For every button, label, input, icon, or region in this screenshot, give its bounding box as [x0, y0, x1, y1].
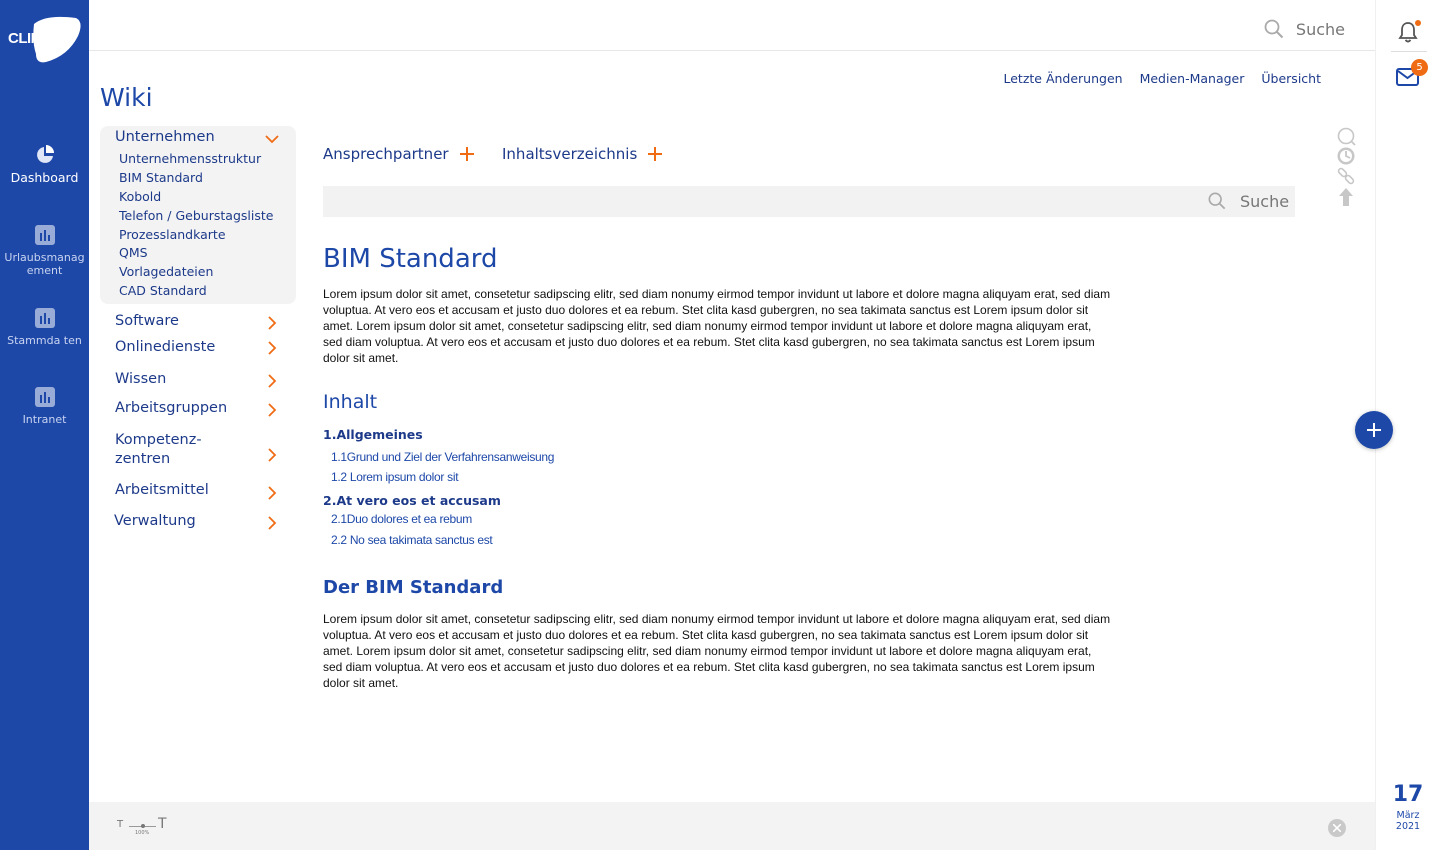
category-unternehmen[interactable]: Unternehmen: [115, 129, 215, 145]
font-zoom-value: 100%: [135, 830, 150, 836]
date-month: März: [1396, 810, 1420, 821]
wiki-search-input[interactable]: [323, 186, 1295, 217]
chevron-right-icon[interactable]: [265, 516, 279, 530]
font-size-slider[interactable]: [117, 816, 177, 840]
sub-item-telefon[interactable]: Telefon / Geburstagsliste: [119, 208, 274, 223]
search-placeholder: Suche: [1295, 19, 1345, 39]
close-button[interactable]: [1328, 819, 1346, 837]
search-icon: [1264, 19, 1284, 39]
link-medien-manager[interactable]: Medien-Manager: [1139, 71, 1245, 86]
nav-item-intranet[interactable]: [0, 387, 89, 426]
intro-paragraph: Lorem ipsum dolor sit amet, consetetur sadipscing elitr, sed diam nonumy eirmod tempor invidunt ut labore et dolore magna aliquyam erat, sed diam voluptua. At vero eos et accusam et justo duo dolores et ea rebum. Stet clita kasd gubergren, no sea takimata sanctus est Lorem ipsum dolor sit amet. Lorem ipsum dolor sit amet, consetetur sadipscing elitr, sed diam nonumy eirmod tempor invidunt ut labore et dolore magna aliquyam erat, sed diam voluptua. At vero eos et accusam et justo duo dolores et ea rebum. Stet clita kasd gubergren, no sea takimata sanctus est Lorem ipsum dolor sit amet.: [323, 287, 1111, 365]
chevron-right-icon[interactable]: [265, 403, 279, 417]
notification-dot: [1415, 20, 1421, 26]
link-letzte-aenderungen[interactable]: Letzte Änderungen: [1003, 71, 1123, 86]
date-year: 2021: [1395, 821, 1421, 832]
search-icon: [1208, 192, 1226, 210]
clinet-logo[interactable]: [6, 16, 82, 64]
category-onlinedienste[interactable]: Onlinedienste: [115, 339, 216, 355]
toc-item-at-vero[interactable]: 2.At vero eos et accusam: [323, 493, 501, 508]
category-wissen[interactable]: Wissen: [115, 371, 167, 387]
arrow-up-icon[interactable]: [1336, 186, 1356, 208]
sub-item-kobold[interactable]: Kobold: [119, 189, 162, 204]
sub-item-vorlagedateien[interactable]: Vorlagedateien: [119, 264, 214, 279]
plus-icon: [459, 146, 475, 162]
bar-chart-icon: [35, 308, 55, 328]
chevron-right-icon[interactable]: [265, 486, 279, 500]
ansprechpartner-label: Ansprechpartner: [323, 145, 449, 163]
plus-icon: [1366, 422, 1382, 438]
mail-count-badge: 5: [1411, 59, 1428, 76]
slider-handle[interactable]: [141, 824, 145, 828]
divider: [1391, 51, 1427, 52]
chevron-down-icon[interactable]: [265, 132, 279, 146]
nav-item-stammdaten[interactable]: [0, 308, 89, 347]
bar-chart-icon: [35, 225, 55, 245]
ansprechpartner-link[interactable]: [323, 145, 475, 163]
sub-item-qms[interactable]: QMS: [119, 245, 148, 260]
toc-item-allgemeines[interactable]: 1.Allgemeines: [323, 427, 423, 442]
font-size-small-label: T: [117, 819, 124, 830]
link-icon[interactable]: [1336, 166, 1356, 186]
footer-bar: [89, 802, 1375, 850]
category-verwaltung[interactable]: Verwaltung: [114, 513, 196, 529]
inhaltsverzeichnis-label: Inhaltsverzeichnis: [502, 145, 638, 163]
chevron-right-icon[interactable]: [265, 374, 279, 388]
date-widget: [1387, 780, 1429, 832]
category-kompetenzzentren[interactable]: Kompetenz- zentren: [115, 432, 202, 467]
nav-label: Dashboard: [10, 170, 79, 185]
toc-sub-item[interactable]: 1.2 Lorem ipsum dolor sit: [331, 470, 459, 484]
sub-item-bim-standard[interactable]: BIM Standard: [119, 170, 203, 185]
page-title: Wiki: [100, 83, 153, 112]
link-uebersicht[interactable]: Übersicht: [1261, 71, 1321, 86]
toc-heading: Inhalt: [323, 391, 378, 413]
toc-sub-item[interactable]: 2.1Duo dolores et ea rebum: [331, 512, 472, 526]
wiki-search-placeholder: Suche: [1240, 192, 1290, 211]
add-button[interactable]: [1355, 411, 1393, 449]
plus-icon: [647, 146, 663, 162]
toc-sub-item[interactable]: 1.1Grund und Ziel der Verfahrensanweisung: [331, 450, 555, 464]
article-title: BIM Standard: [323, 244, 498, 274]
section-heading: Der BIM Standard: [323, 577, 504, 598]
nav-item-dashboard[interactable]: [0, 145, 89, 184]
bar-chart-icon: [35, 387, 55, 407]
nav-label: Stammda ten: [7, 334, 82, 347]
page-tools: [1336, 126, 1358, 208]
top-bar: [89, 0, 1375, 51]
magnifier-icon[interactable]: [1336, 126, 1356, 146]
sub-item-prozesslandkarte[interactable]: Prozesslandkarte: [119, 227, 226, 242]
close-icon: [1333, 824, 1341, 832]
category-software[interactable]: Software: [115, 313, 179, 329]
inhaltsverzeichnis-link[interactable]: [502, 145, 663, 163]
top-search[interactable]: [1264, 19, 1345, 39]
wiki-links: [1003, 71, 1321, 86]
sub-item-cad-standard[interactable]: CAD Standard: [119, 283, 207, 298]
chevron-right-icon[interactable]: [265, 341, 279, 355]
section-paragraph: Lorem ipsum dolor sit amet, consetetur sadipscing elitr, sed diam nonumy eirmod tempor invidunt ut labore et dolore magna aliquyam erat, sed diam voluptua. At vero eos et accusam et justo duo dolores et ea rebum. Stet clita kasd gubergren, no sea takimata sanctus est Lorem ipsum dolor sit amet. Lorem ipsum dolor sit amet, consetetur sadipscing elitr, sed diam nonumy eirmod tempor invidunt ut labore et dolore magna aliquyam erat, sed diam voluptua. At vero eos et accusam et justo duo dolores et ea rebum. Stet clita kasd gubergren, no sea takimata sanctus est Lorem ipsum dolor sit amet.: [323, 612, 1111, 690]
nav-item-urlaubsmanagement[interactable]: [0, 225, 89, 277]
history-icon[interactable]: [1336, 146, 1356, 166]
left-nav: [0, 0, 89, 850]
date-day: 17: [1392, 782, 1424, 807]
toc-sub-item[interactable]: 2.2 No sea takimata sanctus est: [331, 533, 493, 547]
category-arbeitsgruppen[interactable]: Arbeitsgruppen: [115, 400, 228, 416]
category-arbeitsmittel[interactable]: Arbeitsmittel: [115, 482, 209, 498]
pie-chart-icon: [35, 145, 55, 165]
sub-item-unternehmensstruktur[interactable]: Unternehmensstruktur: [119, 151, 262, 166]
chevron-right-icon[interactable]: [265, 316, 279, 330]
nav-label: Urlaubsmanag ement: [4, 251, 85, 277]
chevron-right-icon[interactable]: [265, 448, 279, 462]
nav-label: Intranet: [22, 413, 67, 426]
font-size-large-label: T: [158, 816, 167, 832]
logo-text: CLINET.: [8, 30, 62, 47]
